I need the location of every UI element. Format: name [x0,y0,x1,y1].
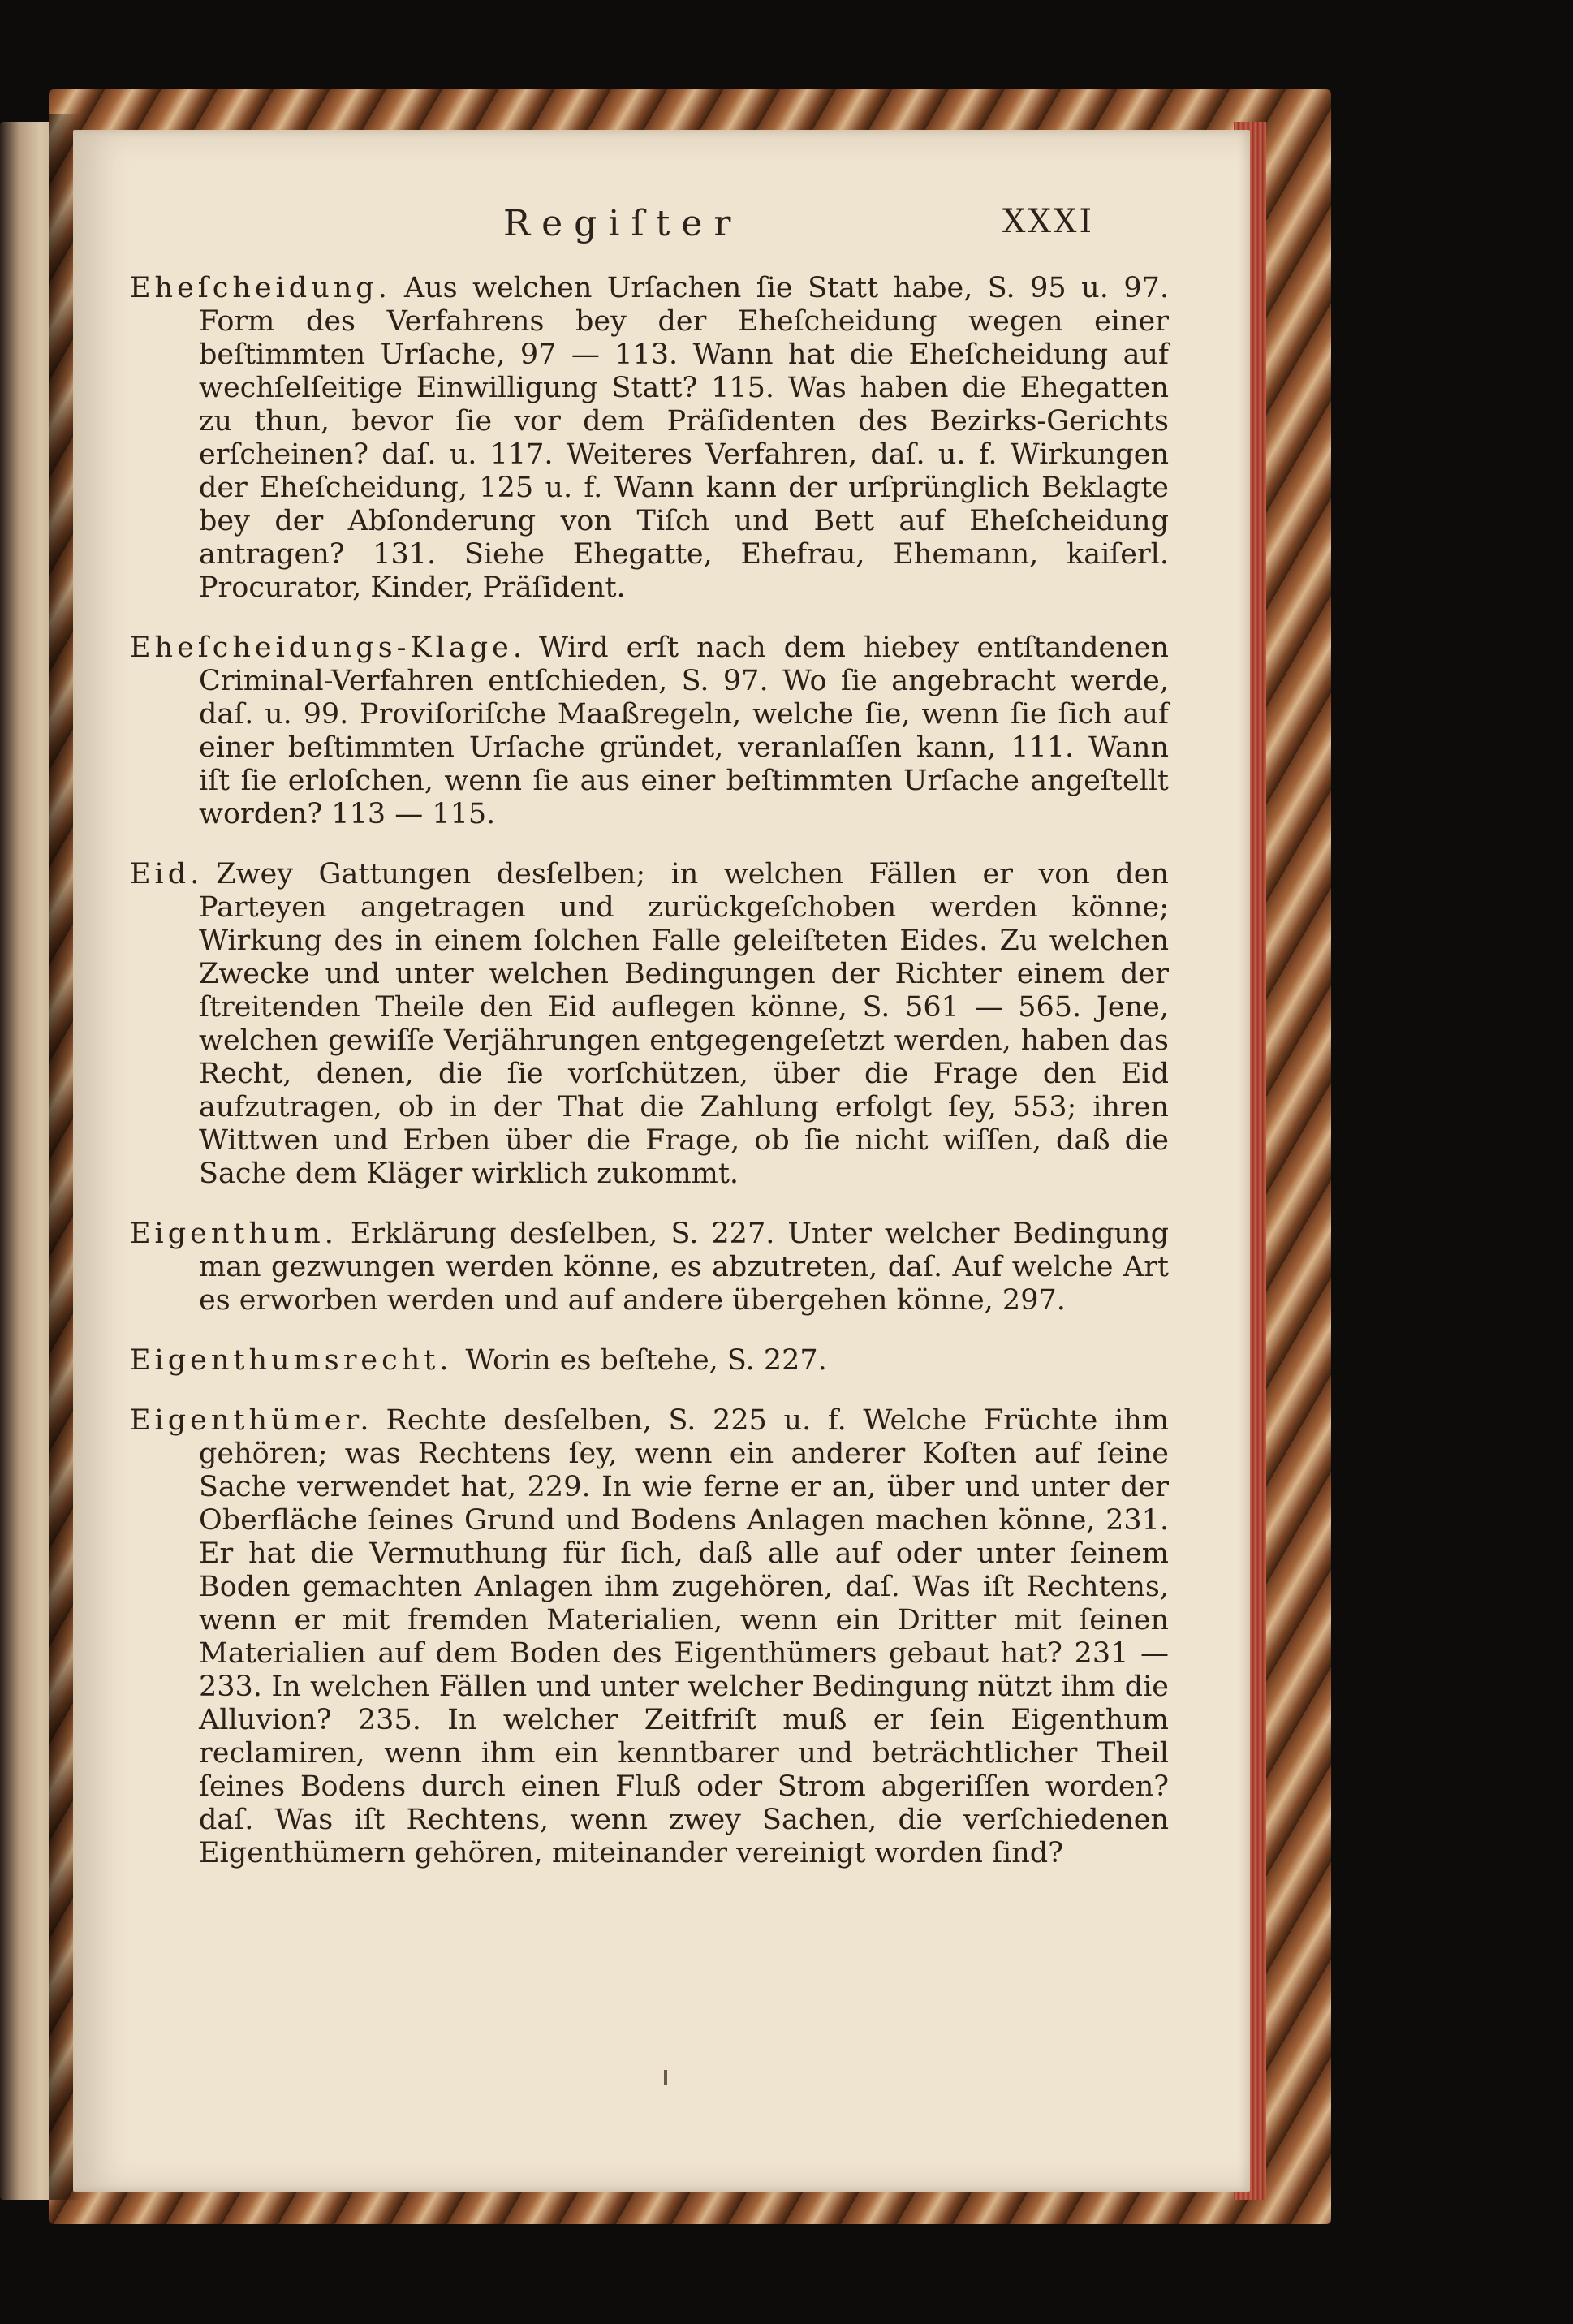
entry-term: Eigenthumsrecht. [130,1344,453,1377]
register-entry [130,1404,1169,1870]
register-entry [130,632,1169,831]
book-page [73,130,1250,2192]
page-header [73,203,1250,252]
entry-text: Erklärung desſelben, S. 227. Unter welcher Bedingung man gezwungen werden könne, es abzutreten, daſ. Auf welche Art es erworben werden und auf andere übergehen könne, 297. [199,1218,1169,1317]
page-number: XXXI [1002,203,1095,240]
entry-text: Zwey Gattungen desſelben; in welchen Fällen er von den Parteyen angetragen und zurückgeſchoben werden könne; Wirkung des in einem ſolchen Falle geleiſteten Eides. Zu welchen Zwecke und unter welchen Bedingungen der Richter einem der ſtreitenden Theile den Eid auflegen könne, S. 561 — 565. Jene, welchen gewiſſe Verjährungen entgegengeſetzt werden, haben das Recht, denen, die ſie vorſchützen, über die Frage den Eid aufzutragen, ob in der That die Zahlung erfolgt ſey, 553; ihren Wittwen und Erben über die Frage, ob ſie nicht wiſſen, daß die Sache dem Kläger wirklich zukommt. [199,858,1169,1190]
entry-term: Eigenthümer. [130,1404,373,1437]
register-entry [130,858,1169,1191]
running-title: Regiſter [503,203,743,244]
entry-term: Eheſcheidungs-Klage. [130,632,526,664]
entry-text: Wird erſt nach dem hiebey entſtandenen Criminal-Verfahren entſchieden, S. 97. Wo ſie angebracht werde, daſ. u. 99. Proviſoriſche Maaßregeln, welche ſie, wenn ſie ſich auf einer beſtimmten Urſache gründet, veranlaſſen kann, 111. Wann iſt ſie erloſchen, wenn ſie aus einer beſtimmten Urſache angeſtellt worden? 113 — 115. [199,632,1169,830]
register-entry [130,1218,1169,1317]
entry-text: Rechte desſelben, S. 225 u. f. Welche Früchte ihm gehören; was Rechtens ſey, wenn ein anderer Koſten auf ſeine Sache verwendet hat, 229. In wie ferne er an, über und unter der Oberfläche ſeines Grund und Bodens Anlagen machen könne, 231. Er hat die Vermuthung für ſich, daß alle auf oder unter ſeinem Boden gemachten Anlagen ihm zugehören, daſ. Was iſt Rechtens, wenn er mit fremden Materialien, wenn ein Dritter mit ſeinen Materialien auf dem Boden des Eigenthümers gebaut hat? 231 — 233. In welchen Fällen und unter welcher Bedingung nützt ihm die Alluvion? 235. In welcher Zeitfriſt muß er ſein Eigenthum reclamiren, wenn ihm ein kenntbarer und beträchtlicher Theil ſeines Bodens durch einen Fluß oder Strom abgeriſſen worden? daſ. Was iſt Rechtens, wenn zwey Sachen, die verſchiedenen Eigenthümern gehören, miteinander vereinigt worden ſind? [199,1404,1169,1869]
entry-term: Eigenthum. [130,1218,338,1250]
entry-term: Eid. [130,858,204,890]
entry-text: Aus welchen Urſachen ſie Statt habe, S. 95 u. 97. Form des Verfahrens bey der Eheſcheidung wegen einer beſtimmten Urſache, 97 — 113. Wann hat die Eheſcheidung auf wechſelſeitige Einwilligung Statt? 115. Was haben die Ehegatten zu thun, bevor ſie vor dem Präſidenten des Bezirks-Gerichts erſcheinen? daſ. u. 117. Weiteres Verfahren, daſ. u. f. Wirkungen der Eheſcheidung, 125 u. f. Wann kann der urſprünglich Beklagte bey der Abſonderung von Tiſch und Bett auf Eheſcheidung antragen? 131. Siehe Ehegatte, Ehefrau, Ehemann, kaiſerl. Procurator, Kinder, Präſident. [199,272,1169,604]
register-index [130,272,1169,1897]
register-entry [130,272,1169,605]
entry-term: Eheſcheidung. [130,272,391,304]
folio-mark [664,2070,667,2085]
entry-text: Worin es beſtehe, S. 227. [465,1344,827,1377]
register-entry [130,1344,1169,1378]
